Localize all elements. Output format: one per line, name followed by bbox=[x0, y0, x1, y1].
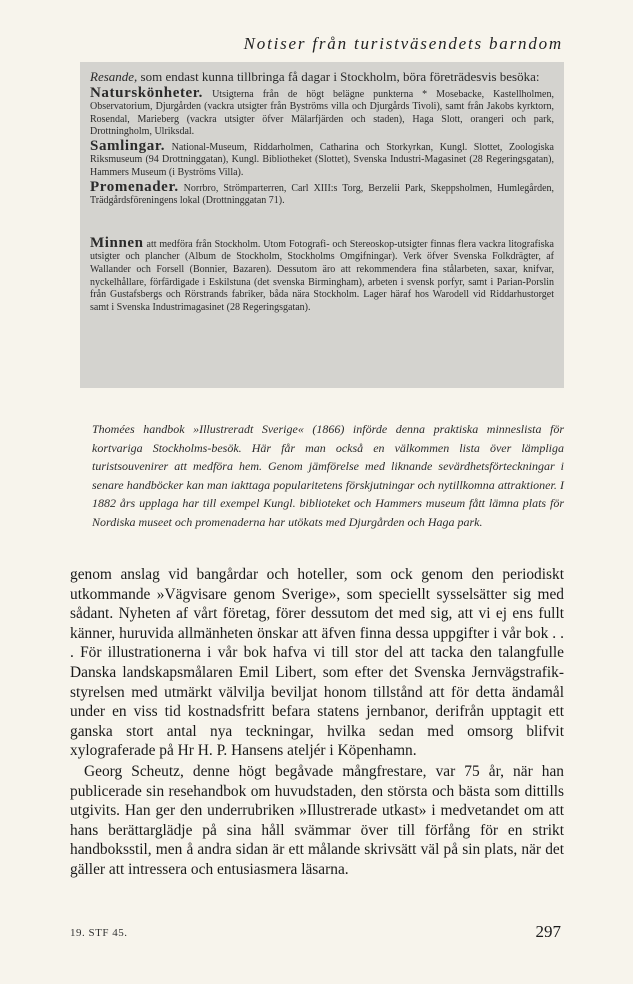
body-text bbox=[70, 565, 564, 880]
reproduced-handbook-page bbox=[80, 62, 564, 388]
section-promenades bbox=[90, 178, 555, 208]
section-heading: Minnen bbox=[90, 234, 144, 251]
section-heading: Naturskönheter. bbox=[90, 84, 204, 101]
body-paragraph: Georg Scheutz, denne högt begåvade mångfrestare, var 75 år, när han publicerade sin resehandbok om huvudstaden, den största och bästa som dittills utgivits. Han ger den underrubriken »Illustrerade utkast» i medvetandet om att hans berättarglädje på sina håll svämmar över till förfång för en strikt handboksstil, men å andra sidan är ett målande skrivsätt väl på sin plats, när det gäller att intressera och entusiasmera läsarna. bbox=[70, 762, 564, 878]
page-number: 297 bbox=[535, 922, 561, 941]
caption-text: Thomées handbok »Illustreradt Sverige« (1866) införde denna praktiska minneslista för kortvariga Stockholms-besök. Här får man också en välkommen lista över lämpliga turistsouvenirer att medföra hem. Genom jämförelse med liknande sevärdhetsförteckningar i senare handböcker kan man iakttaga popularitetens förskjutningar och nytillkomna attraktioner. I 1882 års upplaga har till exempel Kungl. biblioteket och Hammers museum fått lämna plats för Nordiska museet och promenaderna har utökats med Djurgården och Haga park. bbox=[92, 422, 564, 529]
plate-lead-italic: Resande, bbox=[90, 69, 138, 84]
section-natural-sights bbox=[90, 84, 554, 139]
plate-lead-text: som endast kunna tillbringa få dagar i Stockholm, böra företrädesvis besöka: bbox=[140, 69, 540, 84]
section-text: att medföra från Stockholm. Utom Fotografi- och Stereoskop-utsigter finnas flera vackra litografiska utsigter och plancher (Album de Stockholm, Stockholms Omgifningar). Verk öfver Svenska Folkdrägter, af Wallander och Forsell (Bonnier, Bazaren). Dessutom äro att rekommendera fina stålarbeten, saxar, knifvar, nyckelhållare, förfärdigade i Eskilstuna (det svenska Birmingham), arbeten i svensk porfyr, samt i Parian-Porslin från Gustafsbergs och Rörstrands fabriker, båda nära Stockholm. Lager häraf hos Warodell vid Riddarhustorget samt i Svenska Industrimagasinet (28 Regeringsgatan). bbox=[90, 238, 554, 313]
section-heading: Samlingar. bbox=[90, 137, 166, 154]
section-collections bbox=[90, 137, 554, 180]
printer-signature: 19. STF 45. bbox=[70, 927, 128, 939]
section-text: Norrbro, Strömparterren, Carl XIII:s Torg, Berzelii Park, Skeppsholmen, Humlegården, Trädgårdsföreningens lokal (Drottninggatan 71). bbox=[90, 182, 555, 207]
figure-caption bbox=[92, 420, 564, 532]
section-text: National-Museum, Riddarholmen, Catharina och Storkyrkan, Kungl. Slottet, Zoologiska Riksmuseum (94 Drottninggatan), Kungl. Bibliotheket (Slottet), Svenska Industri-Magasinet (28 Regeringsgatan), Hammers Museum (i Byströms Villa). bbox=[90, 141, 554, 179]
section-souvenirs bbox=[90, 234, 554, 315]
section-gap bbox=[90, 209, 554, 237]
plate-lead bbox=[90, 69, 554, 85]
body-paragraph: genom anslag vid bangårdar och hoteller, som ock genom den periodiskt utkommande »Vägvisare genom Sverige», som speciellt sysselsätter sig med sådant. Nyheten af vårt företag, förer dessutom det med sig, att vi ej ens fullt känner, huruvida allmänheten önskar att äfven finna dessa uppgifter i vår bok . . . För illustrationerna i vår bok hafva vi till stor del att tacka den talangfulle Danska landskapsmålaren Emil Libert, som efter det Svenska Jernvägstrafik-styrelsen med utmärkt välvilja beviljat honom tillstånd att för detta ändamål under en viss tid kostnadsfritt befara statens jernbanor, derifrån upptagit ett ganska stort antal nya teckningar, hvilka sedan med omsorg blifvit xylograferade på Hr H. P. Hansens ateljér i Köpenhamn. bbox=[70, 566, 564, 760]
section-heading: Promenader. bbox=[90, 178, 179, 195]
section-text: Utsigterna från de högt belägne punkterna * Mosebacke, Kastellholmen, Observatorium, Djurgården (vackra utsigter från Byströms villa och Djurgårds Tivoli), samt från Jakobs kyrktorn, Rosendal, Marieberg (vackra utsigter öfver Mälarfjärden och staden), Haga Slott, orangeri och park, Drottningholm, Ulriksdal. bbox=[90, 88, 554, 138]
running-header: Notiser från turistväsendets barndom bbox=[243, 34, 563, 53]
